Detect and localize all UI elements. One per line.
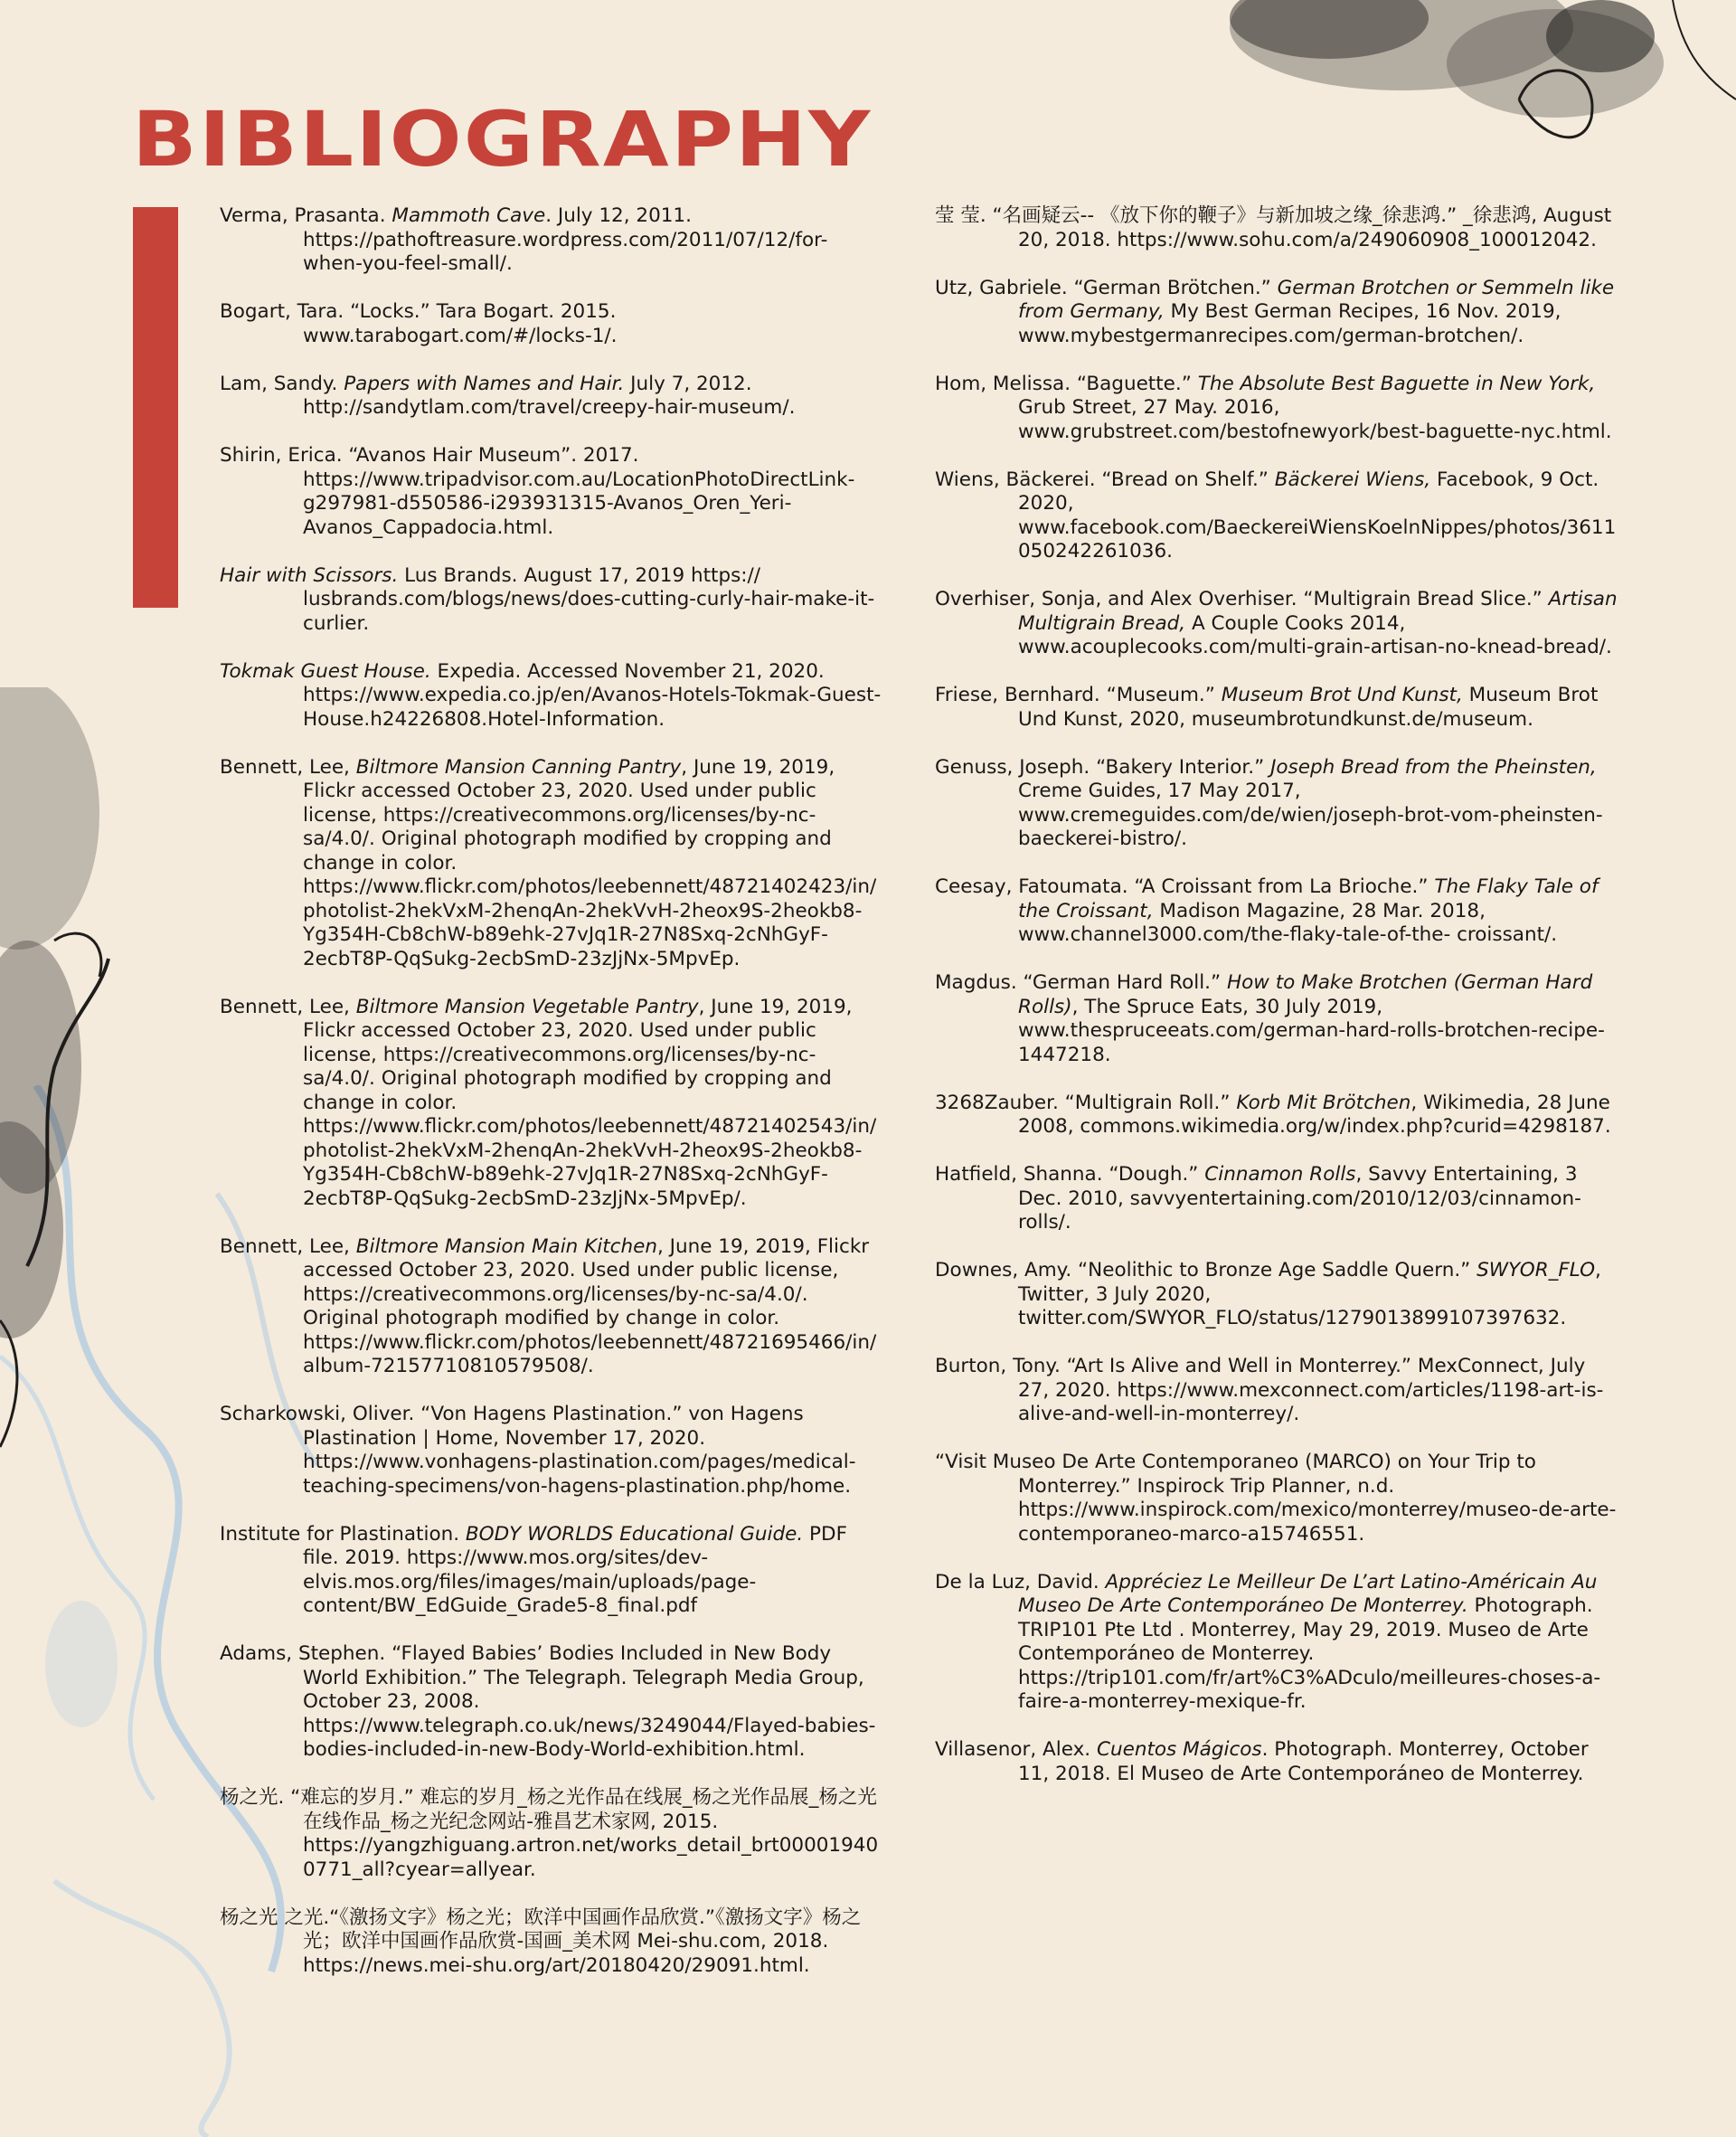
entry-text: Utz, Gabriele. “German Brötchen.” <box>935 276 1278 299</box>
entry-title-italic: Joseph Bread from the Pheinsten, <box>1270 755 1597 779</box>
bibliography-entry <box>220 1523 882 1619</box>
entry-text: A Couple Cooks 2014, www.acouplecooks.com/multi-grain-artisan-no-knead-bread/. <box>1018 611 1612 658</box>
entry-text: 杨之光. “难忘的岁月.” 难忘的岁月_杨之光作品在线展_杨之光作品展_杨之光在线作品_杨之光纪念网站-雅昌艺术家网, 2015. https://yangzhiguang.artron.net/works_detail_brt000019400771_all?cyear=allyear. <box>220 1786 879 1881</box>
entry-text: Villasenor, Alex. <box>935 1738 1097 1761</box>
accent-bar <box>133 207 178 608</box>
entry-text: My Best German Recipes, 16 Nov. 2019, www.mybestgermanrecipes.com/german-brotchen/. <box>1018 300 1561 347</box>
entry-title-italic: Papers with Names and Hair. <box>344 372 625 395</box>
page-title: BIBLIOGRAPHY <box>132 95 873 184</box>
entry-text: Downes, Amy. “Neolithic to Bronze Age Saddle Quern.” <box>935 1259 1477 1281</box>
entry-text: , Wikimedia, 28 June 2008, commons.wikimedia.org/w/index.php?curid=4298187. <box>1018 1091 1611 1138</box>
entry-text: July 7, 2012. http://sandytlam.com/travel/creepy-hair-museum/. <box>303 372 796 419</box>
bibliography-entry <box>935 1571 1620 1715</box>
entry-text: Madison Magazine, 28 Mar. 2018, www.channel3000.com/the-flaky-tale-of-the- croissant/. <box>1018 899 1558 946</box>
bibliography-entry <box>935 684 1620 732</box>
entry-text: Genuss, Joseph. “Bakery Interior.” <box>935 755 1271 779</box>
entry-text: Bennett, Lee, <box>220 755 356 779</box>
entry-text: , June 19, 2019, Flickr accessed October 23, 2020. Used under public license, https://creativecommons.org/licenses/by-nc-sa/4.0/. Original photograph modified by change in color. https://www.flickr.com/photos/leebennett/48721695466/in/ album-72157710810579508/. <box>303 1234 877 1377</box>
entry-title-italic: Cinnamon Rolls <box>1204 1163 1356 1186</box>
entry-text: PDF file. 2019. https://www.mos.org/sites/dev-elvis.mos.org/files/images/main/uploads/page-content/BW_EdGuide_Grade5-8_final.pdf <box>303 1522 847 1617</box>
entry-title-italic: The Absolute Best Baguette in New York, <box>1197 372 1596 395</box>
entry-text: Lam, Sandy. <box>220 372 344 395</box>
bibliography-entry <box>935 1738 1620 1786</box>
ink-wash-top-illustration <box>1130 0 1736 181</box>
bibliography-left-column <box>220 204 882 2002</box>
bibliography-entry <box>220 1906 882 1979</box>
bibliography-entry <box>935 373 1620 445</box>
entry-text: Wiens, Bäckerei. “Bread on Shelf.” <box>935 468 1275 491</box>
entry-title-italic: German Brotchen or Semmeln like from Germany, <box>1018 276 1615 323</box>
bibliography-entry <box>935 971 1620 1067</box>
entry-text: , June 19, 2019, Flickr accessed October 23, 2020. Used under public license, https://creativecommons.org/licenses/by-nc-sa/4.0/. Original photograph modified by cropping and change in color. https://www.flickr.com/photos/leebennett/48721402543/in/photolist-2hekVxM-2henqAn-2hekVvH-2heox9S-2heokb8-Yg354H-Cb8chW-b89ehk-27vJq1R-27N8Sxq-2cNhGyF-2ecbT8P-QqSukg-2ecbSmD-23zJjNx-5MpvEp/. <box>303 995 877 1210</box>
entry-title-italic: Biltmore Mansion Canning Pantry <box>355 755 682 779</box>
entry-text: Grub Street, 27 May. 2016, www.grubstreet.com/bestofnewyork/best-baguette-nyc.html. <box>1018 396 1612 443</box>
bibliography-entry <box>220 564 882 637</box>
entry-text: Bennett, Lee, <box>220 1234 356 1258</box>
bibliography-entry <box>220 660 882 733</box>
bibliography-entry <box>935 277 1620 349</box>
entry-text: Facebook, 9 Oct. 2020, www.facebook.com/BaeckereiWiensKoelnNippes/photos/3611050242261036. <box>1018 468 1617 563</box>
entry-title-italic: Bäckerei Wiens, <box>1274 468 1431 491</box>
entry-title-italic: Artisan Multigrain Bread, <box>1018 588 1618 635</box>
entry-text: . Photograph. Monterrey, October 11, 2018. El Museo de Arte Contemporáneo de Monterrey. <box>1018 1738 1589 1785</box>
entry-text: Museum Brot Und Kunst, 2020, museumbrotundkunst.de/museum. <box>1018 684 1599 731</box>
bibliography-entry <box>935 588 1620 660</box>
entry-text: Verma, Prasanta. <box>220 204 392 227</box>
entry-text: Expedia. Accessed November 21, 2020. https://www.expedia.co.jp/en/Avanos-Hotels-Tokmak-Guest-House.h24226808.Hotel-Information. <box>303 659 882 731</box>
bibliography-entry <box>220 1403 882 1499</box>
ink-flower-left-illustration <box>0 687 217 1501</box>
entry-text: . July 12, 2011. https://pathoftreasure.wordpress.com/2011/07/12/for-when-you-feel-small/. <box>303 204 828 275</box>
bibliography-right-column <box>935 204 1620 1811</box>
bibliography-entry <box>935 1092 1620 1139</box>
entry-text: Burton, Tony. “Art Is Alive and Well in Monterrey.” MexConnect, July 27, 2020. https://www.mexconnect.com/articles/1198-art-is-alive-and-well-in-monterrey/. <box>935 1355 1604 1425</box>
entry-text: Photograph. TRIP101 Pte Ltd . Monterrey, May 29, 2019. Museo de Arte Contemporáneo de Monterrey. https://trip101.com/fr/art%C3%ADculo/meilleures-choses-a-faire-a-monterrey-mexique-fr. <box>1018 1594 1601 1713</box>
bibliography-entry <box>220 756 882 972</box>
entry-text: Creme Guides, 17 May 2017, www.cremeguides.com/de/wien/joseph-brot-vom-pheinsten-baeckerei-bistro/. <box>1018 780 1603 850</box>
entry-title-italic: Museum Brot Und Kunst, <box>1221 684 1463 706</box>
entry-text: Ceesay, Fatoumata. “A Croissant from La Brioche.” <box>935 875 1435 898</box>
entry-text: Bogart, Tara. “Locks.” Tara Bogart. 2015. www.tarabogart.com/#/locks-1/. <box>220 300 618 347</box>
entry-title-italic: Cuentos Mágicos <box>1096 1738 1262 1761</box>
entry-title-italic: The Flaky Tale of the Croissant, <box>1018 875 1599 922</box>
entry-text: Bennett, Lee, <box>220 995 356 1018</box>
entry-text: Hatfield, Shanna. “Dough.” <box>935 1163 1205 1186</box>
entry-title-italic: Hair with Scissors. <box>220 563 399 587</box>
bibliography-entry <box>220 204 882 277</box>
entry-text: Institute for Plastination. <box>220 1522 466 1546</box>
entry-title-italic: How to Make Brotchen (German Hard Rolls) <box>1018 971 1593 1018</box>
entry-text: Shirin, Erica. “Avanos Hair Museum”. 2017. https://www.tripadvisor.com.au/LocationPhotoDirectLink-g297981-d550586-i293931315-Avanos_Oren_Yeri-Avanos_Cappadocia.html. <box>220 444 855 539</box>
entry-text: 杨之光 之光.“《激扬文字》杨之光；欧洋中国画作品欣赏.”《激扬文字》杨之光；欧洋中国画作品欣赏-国画_美术网 Mei-shu.com, 2018. https://news.mei-shu.org/art/20180420/29091.html. <box>220 1905 862 1977</box>
entry-title-italic: Mammoth Cave <box>392 204 546 227</box>
entry-title-italic: BODY WORLDS Educational Guide. <box>465 1522 804 1546</box>
entry-text: , Savvy Entertaining, 3 Dec. 2010, savvyentertaining.com/2010/12/03/cinnamon-rolls/. <box>1018 1163 1581 1234</box>
entry-text: Adams, Stephen. “Flayed Babies’ Bodies Included in New Body World Exhibition.” The Telegraph. Telegraph Media Group, October 23, 2008. https://www.telegraph.co.uk/news/3249044/Flayed-babies-bodies-included-in-new-Body-World-exhibition.html. <box>220 1642 876 1761</box>
bibliography-entry <box>935 1451 1620 1546</box>
entry-text: , The Spruce Eats, 30 July 2019, www.thespruceeats.com/german-hard-rolls-brotchen-recipe-1447218. <box>1018 995 1605 1066</box>
bibliography-entry <box>935 1355 1620 1427</box>
entry-title-italic: Korb Mit Brötchen <box>1236 1091 1411 1114</box>
entry-title-italic: Biltmore Mansion Vegetable Pantry <box>355 995 699 1018</box>
entry-text: Overhiser, Sonja, and Alex Overhiser. “Multigrain Bread Slice.” <box>935 588 1549 610</box>
entry-title-italic: Biltmore Mansion Main Kitchen <box>355 1234 657 1258</box>
bibliography-entry <box>220 1235 882 1379</box>
bibliography-entry <box>935 756 1620 852</box>
entry-title-italic: SWYOR_FLO <box>1477 1259 1596 1281</box>
entry-text: Scharkowski, Oliver. “Von Hagens Plastination.” von Hagens Plastination | Home, November 17, 2020. https://www.vonhagens-plastination.com/pages/medical-teaching-specimens/von-hagens-plastination.php/home. <box>220 1403 856 1498</box>
entry-title-italic: Appréciez Le Meilleur De L’art Latino-Américain Au Museo De Arte Contemporáneo De Monterrey. <box>1018 1570 1598 1617</box>
entry-text: Friese, Bernhard. “Museum.” <box>935 684 1222 706</box>
entry-text: Hom, Melissa. “Baguette.” <box>935 372 1198 395</box>
bibliography-entry <box>935 875 1620 948</box>
entry-text: , Twitter, 3 July 2020, twitter.com/SWYOR_FLO/status/1279013899107397632. <box>1018 1259 1601 1329</box>
entry-text: De la Luz, David. <box>935 1570 1106 1593</box>
bibliography-entry <box>220 1786 882 1882</box>
bibliography-entry <box>220 996 882 1212</box>
entry-text: 莹 莹. “名画疑云-- 《放下你的鞭子》与新加坡之缘_徐悲鸿.” _徐悲鸿, August 20, 2018. https://www.sohu.com/a/249060908_100012042. <box>935 204 1612 251</box>
entry-text: Magdus. “German Hard Roll.” <box>935 971 1227 994</box>
bibliography-entry <box>935 1163 1620 1235</box>
entry-text: 3268Zauber. “Multigrain Roll.” <box>935 1091 1237 1114</box>
bibliography-entry <box>935 1259 1620 1331</box>
entry-title-italic: Tokmak Guest House. <box>220 659 431 683</box>
bibliography-entry <box>220 300 882 348</box>
bibliography-entry <box>935 204 1620 252</box>
bibliography-entry <box>220 373 882 421</box>
entry-text: , June 19, 2019, Flickr accessed October 23, 2020. Used under public license, https://creativecommons.org/licenses/by-nc-sa/4.0/. Original photograph modified by cropping and change in color. https://www.flickr.com/photos/leebennett/48721402423/in/photolist-2hekVxM-2henqAn-2hekVvH-2heox9S-2heokb8-Yg354H-Cb8chW-b89ehk-27vJq1R-27N8Sxq-2cNhGyF-2ecbT8P-QqSukg-2ecbSmD-23zJjNx-5MpvEp. <box>303 755 877 970</box>
bibliography-entry <box>220 1642 882 1763</box>
entry-text: Lus Brands. August 17, 2019 https:// lusbrands.com/blogs/news/does-cutting-curly-hair-make-it-curlier. <box>303 563 875 635</box>
entry-text: “Visit Museo De Arte Contemporaneo (MARCO) on Your Trip to Monterrey.” Inspirock Trip Planner, n.d. https://www.inspirock.com/mexico/monterrey/museo-de-arte-contemporaneo-marco-a15746551. <box>935 1451 1617 1546</box>
bibliography-entry <box>220 444 882 540</box>
bibliography-entry <box>935 468 1620 564</box>
